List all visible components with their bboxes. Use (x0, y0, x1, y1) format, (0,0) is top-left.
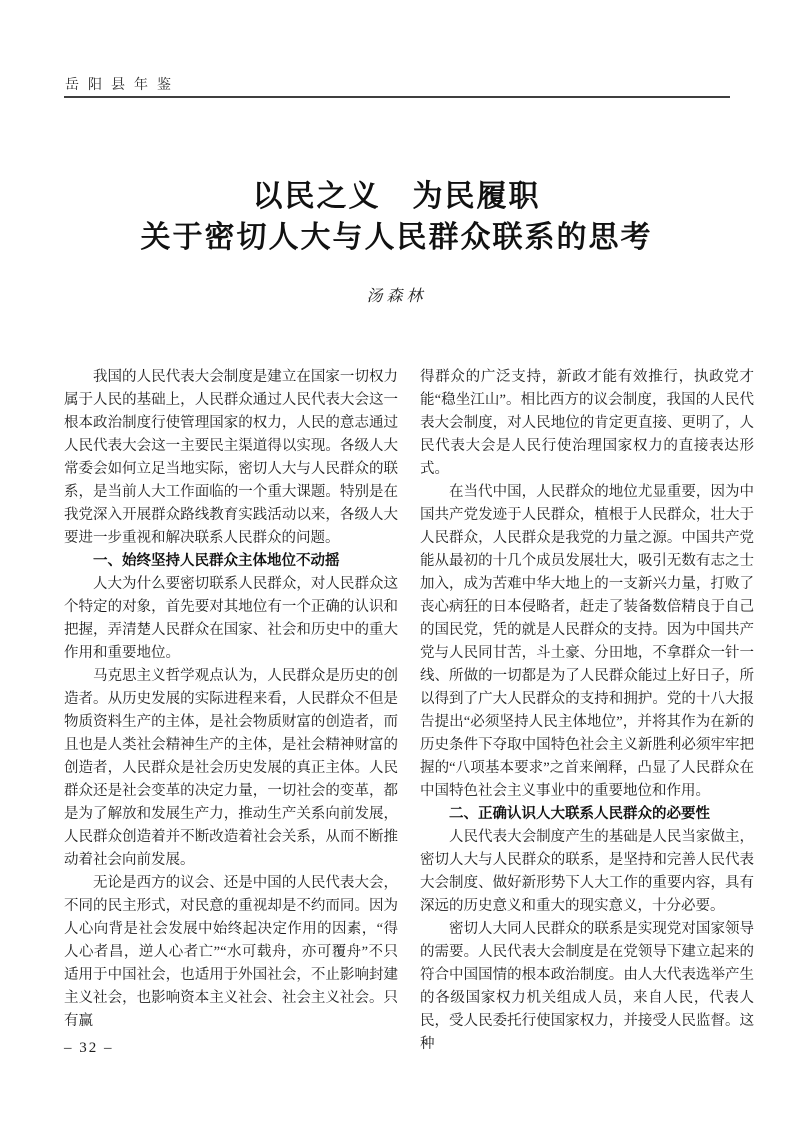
paragraph-intro: 我国的人民代表大会制度是建立在国家一切权力属于人民的基础上，人民群众通过人民代表大会这一根本政治制度行使管理国家的权力，人民的意志通过人民代表大会这一主要民主渠道得以实现。各级人大常委会如何立足当地实际，密切人大与人民群众的联系，是当前人大工作面临的一个重大课题。特别是在我党深入开展群众路线教育实践活动以来，各级人大要进一步重视和解决联系人民群众的问题。 (64, 369, 398, 546)
paragraph: 密切人大同人民群众的联系是实现党对国家领导的需要。人民代表大会制度是在党领导下建立起来的符合中国国情的根本政治制度。由人大代表选举产生的各级国家权力机关组成人员，来自人民，代表人民，受人民委托行使国家权力，并接受人民监督。这种 (420, 921, 754, 1052)
article-body (64, 366, 754, 1056)
page-number: – 32 – (64, 1040, 114, 1056)
left-column (64, 366, 398, 1056)
running-header-title: 岳阳县年鉴 (65, 78, 180, 93)
section-heading-2: 二、正确认识人大联系人民群众的必要性 (449, 806, 710, 822)
article-title-block (0, 176, 793, 258)
paragraph: 人大为什么要密切联系人民群众，对人民群众这个特定的对象，首先要对其地位有一个正确的认识和把握，弄清楚人民群众在国家、社会和历史中的重大作用和重要地位。 (64, 576, 398, 661)
header-rule-divider (64, 96, 730, 98)
section-heading-1: 一、始终坚持人民群众主体地位不动摇 (93, 553, 340, 569)
right-column (420, 366, 754, 1056)
article-title-line-2: 关于密切人大与人民群众联系的思考 (140, 221, 653, 254)
article-author: 汤森林 (366, 288, 427, 305)
paragraph: 人民代表大会制度产生的基础是人民当家做主，密切人大与人民群众的联系，是坚持和完善人民代表大会制度、做好新形势下人大工作的重要内容，具有深远的历史意义和重大的现实意义，十分必要。 (420, 829, 754, 914)
paragraph: 马克思主义哲学观点认为，人民群众是历史的创造者。从历史发展的实际进程来看，人民群众不但是物质资料生产的主体，是社会物质财富的创造者，而且也是人类社会精神生产的主体，是社会精神财富的创造者，人民群众是社会历史发展的真正主体。人民群众还是社会变革的决定力量，一切社会的变革，都是为了解放和发展生产力，推动生产关系向前发展，人民群众创造着并不断改造着社会关系，从而不断推动着社会向前发展。 (64, 668, 398, 868)
paragraph: 在当代中国，人民群众的地位尤显重要，因为中国共产党发迹于人民群众，植根于人民群众，壮大于人民群众，人民群众是我党的力量之源。中国共产党能从最初的十几个成员发展壮大，吸引无数有志之士加入，成为苦难中华大地上的一支新兴力量，打败了丧心病狂的日本侵略者，赶走了装备数倍精良于自己的国民党，凭的就是人民群众的支持。因为中国共产党与人民同甘苦，斗土豪、分田地，不拿群众一针一线、所做的一切都是为了人民群众能过上好日子，所以得到了广大人民群众的支持和拥护。党的十八大报告提出“必须坚持人民主体地位”，并将其作为在新的历史条件下夺取中国特色社会主义新胜利必须牢牢把握的“八项基本要求”之首来阐释，凸显了人民群众在中国特色社会主义事业中的重要地位和作用。 (420, 484, 754, 799)
paragraph-continuation: 得群众的广泛支持，新政才能有效推行，执政党才能“稳坐江山”。相比西方的议会制度，我国的人民代表大会制度，对人民地位的肯定更直接、更明了，人民代表大会是人民行使治理国家权力的直接表达形式。 (420, 369, 754, 477)
article-title-line-1: 以民之义 为民履职 (252, 180, 541, 213)
paragraph: 无论是西方的议会、还是中国的人民代表大会，不同的民主形式，对民意的重视却是不约而同。因为人心向背是社会发展中始终起决定作用的因素，“得人心者昌，逆人心者亡”“水可载舟，亦可覆舟”不只适用于中国社会，也适用于外国社会，不止影响封建主义社会，也影响资本主义社会、社会主义社会。只有赢 (64, 875, 398, 1029)
